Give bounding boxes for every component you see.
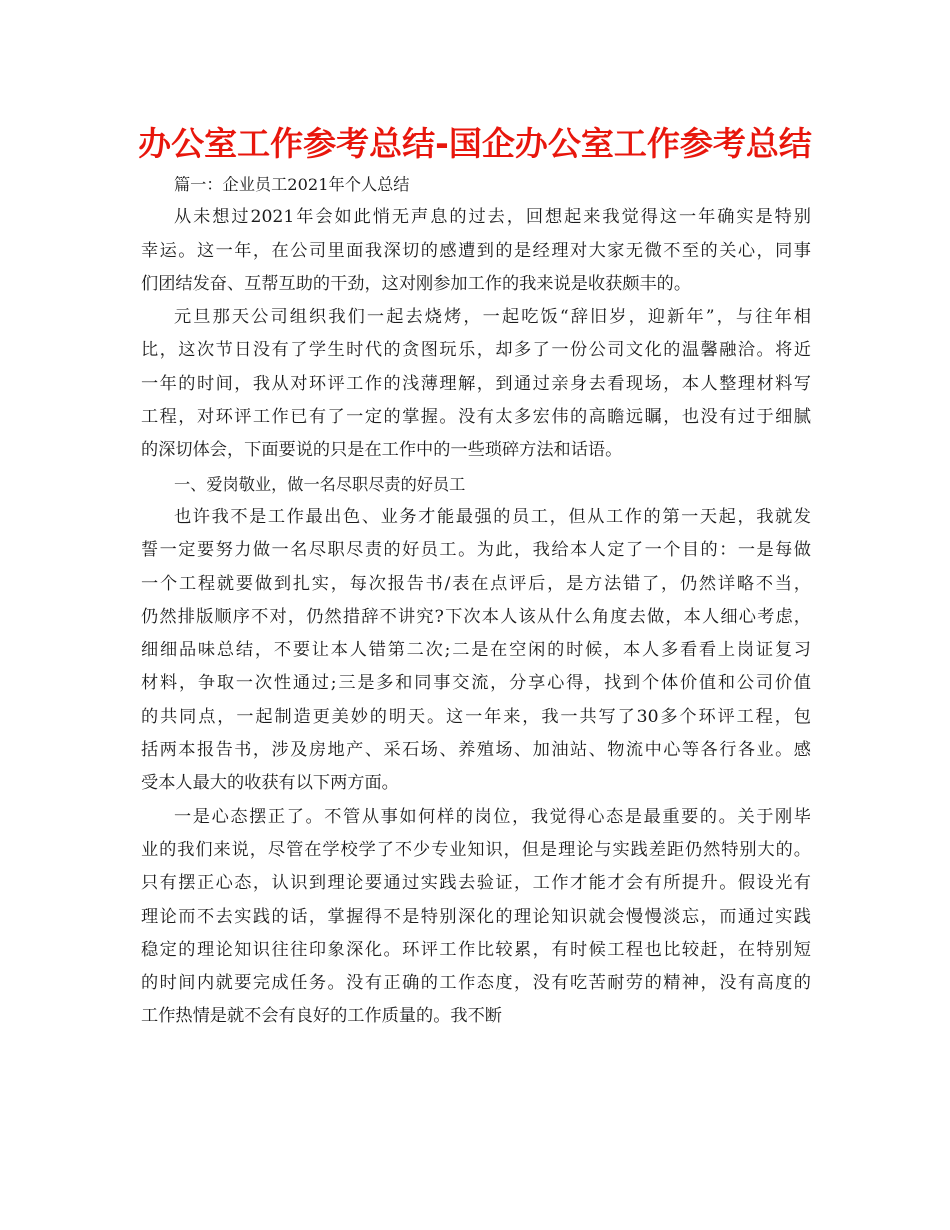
section-heading-line: 一、爱岗敬业，做一名尽职尽责的好员工 (174, 474, 466, 494)
paragraph-line: 元旦那天公司组织我们一起去烧烤，一起吃饭“辞旧岁，迎新年”，与往年相 (174, 307, 811, 328)
paragraph-line: 从未想过2021年会如此悄无声息的过去，回想起来我觉得这一年确实是特别 (174, 207, 811, 228)
paragraph-line: 稳定的理论知识往往印象深化。环评工作比较累，有时候工程也比较赶，在特别短 (141, 939, 811, 960)
paragraph-line: 一是心态摆正了。不管从事如何样的岗位，我觉得心态是最重要的。关于刚毕 (174, 806, 811, 827)
paragraph-line: 业的我们来说，尽管在学校学了不少专业知识，但是理论与实践差距仍然特别大的。 (141, 839, 811, 860)
paragraph-line: 受本人最大的收获有以下两方面。 (141, 773, 399, 794)
paragraph-line: 细细品味总结，不要让本人错第二次;二是在空闲的时候，本人多看看上岗证复习 (141, 640, 811, 661)
paragraph-line: 的深切体会，下面要说的只是在工作中的一些琐碎方法和话语。 (141, 440, 623, 461)
paragraph-line: 的共同点，一起制造更美妙的明天。这一年来，我一共写了30多个环评工程，包 (141, 706, 811, 727)
document-body (141, 168, 811, 1034)
paragraph-line: 括两本报告书，涉及房地产、采石场、养殖场、加油站、物流中心等各行各业。感 (141, 740, 811, 761)
document-title: 办公室工作参考总结-国企办公室工作参考总结 (138, 124, 812, 163)
paragraph-line: 也许我不是工作最出色、业务才能最强的员工，但从工作的第一天起，我就发 (174, 506, 811, 527)
paragraph-line: 只有摆正心态，认识到理论要通过实践去验证，工作才能才会有所提升。假设光有 (141, 873, 811, 894)
paragraph-line: 工程，对环评工作已有了一定的掌握。没有太多宏伟的高瞻远瞩，也没有过于细腻 (141, 407, 811, 428)
paragraph-line: 一个工程就要做到扎实，每次报告书/表在点评后，是方法错了，仍然详略不当， (141, 573, 811, 594)
paragraph-line: 工作热情是就不会有良好的工作质量的。我不断 (141, 1006, 502, 1027)
paragraph-line: 的时间内就要完成任务。没有正确的工作态度，没有吃苦耐劳的精神，没有高度的 (141, 973, 811, 994)
paragraph-line: 幸运。这一年，在公司里面我深切的感遭到的是经理对大家无微不至的关心，同事 (141, 240, 811, 261)
paragraph-line: 一年的时间，我从对环评工作的浅薄理解，到通过亲身去看现场，本人整理材料写 (141, 373, 811, 394)
paragraph-line: 理论而不去实践的话，掌握得不是特别深化的理论知识就会慢慢淡忘，而通过实践 (141, 906, 811, 927)
paragraph-line: 们团结发奋、互帮互助的干劲，这对刚参加工作的我来说是收获颇丰的。 (141, 273, 692, 294)
paragraph-line: 誓一定要努力做一名尽职尽责的好员工。为此，我给本人定了一个目的：一是每做 (141, 540, 811, 561)
section-heading-line: 篇一：企业员工2021年个人总结 (174, 175, 410, 194)
paragraph-line: 材料，争取一次性通过;三是多和同事交流，分享心得，找到个体价值和公司价值 (141, 673, 811, 694)
paragraph-line: 仍然排版顺序不对，仍然措辞不讲究?下次本人该从什么角度去做，本人细心考虑， (141, 606, 811, 627)
paragraph-line: 比，这次节日没有了学生时代的贪图玩乐，却多了一份公司文化的温馨融洽。将近 (141, 340, 811, 361)
